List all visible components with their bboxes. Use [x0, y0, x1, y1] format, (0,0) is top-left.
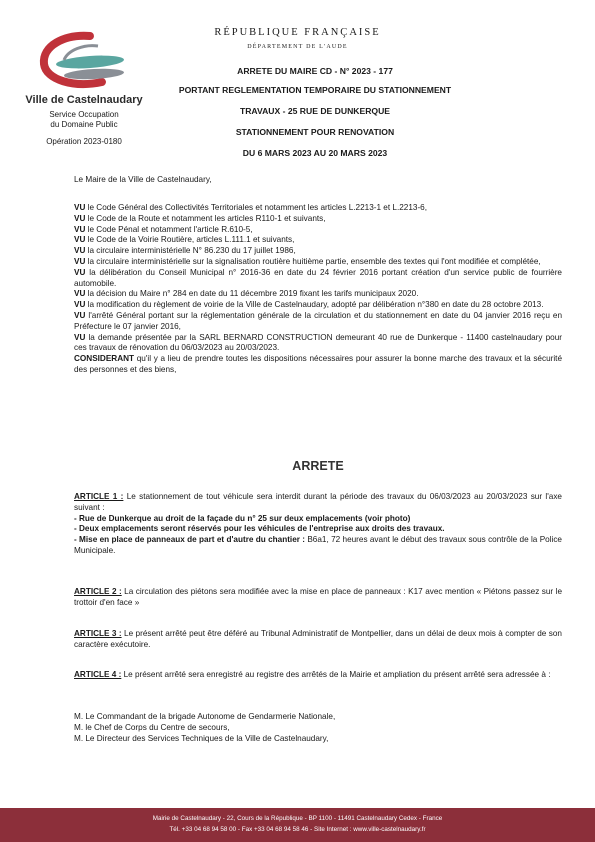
consideration-item: CONSIDERANT qu'il y a lieu de prendre toutes les dispositions nécessaires pour assurer la bonne marche des travaux et la sécurité des personnes et des biens,: [74, 354, 562, 374]
service-line-2: du Domaine Public: [50, 120, 118, 129]
consideration-item: VU le Code de la Route et notamment les articles R110-1 et suivants,: [74, 213, 326, 223]
considerations-list: [74, 203, 562, 376]
consideration-item: VU la décision du Maire n° 284 en date du 11 décembre 2019 fixant les tarifs municipaux 2020.: [74, 289, 419, 299]
city-name: Ville de Castelnaudary: [25, 94, 143, 106]
footer-address: Mairie de Castelnaudary - 22, Cours de la République - BP 1100 - 11491 Castelnaudary Cedex - France: [152, 815, 443, 822]
recipient: M. Le Commandant de la brigade Autonome de Gendarmerie Nationale,: [74, 712, 336, 721]
recipient: M. Le Directeur des Services Techniques de la Ville de Castelnaudary,: [74, 733, 329, 743]
consideration-item: VU la demande présentée par la SARL BERNARD CONSTRUCTION demeurant 40 rue de Dunkerque - 11400 castelnaudary pour ces travaux de rénovation du 06/03/2023 au 20/03/2023.: [74, 332, 562, 353]
article-3: ARTICLE 3 : Le présent arrêté peut être déféré au Tribunal Administratif de Montpellier, dans un délai de deux mois à compter de son caractère exécutoire.: [74, 629, 562, 649]
consideration-item: VU la circulaire interministérielle sur la signalisation routière huitième partie, ensemble des textes qui l'ont modifiée et complétée,: [74, 256, 541, 266]
intro-line: Le Maire de la Ville de Castelnaudary,: [74, 175, 212, 184]
recipients-list: [74, 712, 562, 744]
decree-number: ARRETE DU MAIRE CD - N° 2023 - 177: [237, 66, 393, 76]
arrete-heading: ARRETE: [292, 459, 344, 473]
consideration-item: VU le Code de la Voirie Routière, articles L.111.1 et suivants,: [74, 235, 295, 245]
article-1-label: ARTICLE 1 :: [74, 492, 124, 501]
decree-works: TRAVAUX - 25 RUE DE DUNKERQUE: [239, 106, 391, 116]
republic-heading: RÉPUBLIQUE FRANÇAISE: [214, 27, 381, 38]
article-1: ARTICLE 1 : Le stationnement de tout véhicule sera interdit durant la période des travaux du 06/03/2023 au 20/03/2023 sur l'axe suivant : - Rue de Dunkerque au droit de la façade du n° 25 sur deux emplacements (voir photo) - Deux emplacements seront réservés pour les véhicules de l'entreprise aux droits des travaux. - Mise en place de panneaux de part et d'autre du chantier : B6a1, 72 heures avant le début des travaux sous contrôle de la Police Municipale.: [74, 492, 562, 555]
operation-number: Opération 2023-0180: [46, 137, 122, 146]
service-line-1: Service Occupation: [49, 110, 119, 119]
consideration-item: VU la circulaire interministérielle N° 86.230 du 17 juillet 1986,: [74, 246, 296, 256]
footer-contact: Tél. +33 04 68 94 58 00 - Fax +33 04 68 94 58 46 - Site Internet : www.ville-castelnaudary.fr: [169, 826, 426, 833]
recipient: M. le Chef de Corps du Centre de secours,: [74, 722, 230, 732]
article-4: ARTICLE 4 : Le présent arrêté sera enregistré au registre des arrêtés de la Mairie et ampliation du présent arrêté sera adressée à :: [74, 670, 551, 679]
decree-purpose: STATIONNEMENT POUR RENOVATION: [235, 127, 395, 137]
department-heading: DÉPARTEMENT DE L'AUDE: [247, 44, 348, 50]
footer-bar: [0, 808, 595, 842]
article-2-label: ARTICLE 2 :: [74, 587, 122, 596]
article-1-bullet: - Mise en place de panneaux de part et d'autre du chantier : B6a1, 72 heures avant le début des travaux sous contrôle de la Police Municipale.: [74, 535, 562, 555]
decree-dates: DU 6 MARS 2023 AU 20 MARS 2023: [242, 148, 388, 158]
article-2: ARTICLE 2 : La circulation des piétons sera modifiée avec la mise en place de panneaux : K17 avec mention « Piétons passez sur le trottoir d'en face »: [74, 587, 562, 607]
consideration-item: VU le Code Pénal et notamment l'article R.610-5,: [74, 224, 253, 234]
article-1-bullet: - Deux emplacements seront réservés pour les véhicules de l'entreprise aux droits des travaux.: [74, 524, 445, 534]
service-label: [14, 110, 154, 130]
consideration-item: VU la délibération du Conseil Municipal n° 2016-36 en date du 24 février 2016 portant création d'un service public de fourrière automobile.: [74, 267, 562, 288]
article-4-label: ARTICLE 4 :: [74, 670, 122, 679]
consideration-item: VU l'arrêté Général portant sur la réglementation générale de la circulation et du stationnement en date du 04 janvier 2016 reçu en Préfecture le 07 janvier 2016,: [74, 310, 562, 331]
article-1-bullet: - Rue de Dunkerque au droit de la façade du n° 25 sur deux emplacements (voir photo): [74, 513, 411, 523]
city-logo-icon: [28, 30, 140, 92]
consideration-item: VU le Code Général des Collectivités Territoriales et notamment les articles L.2213-1 et L.2213-6,: [74, 203, 427, 212]
article-3-label: ARTICLE 3 :: [74, 629, 122, 638]
decree-subject: PORTANT REGLEMENTATION TEMPORAIRE DU STATIONNEMENT: [178, 85, 452, 95]
consideration-item: VU la modification du règlement de voirie de la Ville de Castelnaudary, adopté par délibération n°380 en date du 28 octobre 2013.: [74, 300, 544, 310]
